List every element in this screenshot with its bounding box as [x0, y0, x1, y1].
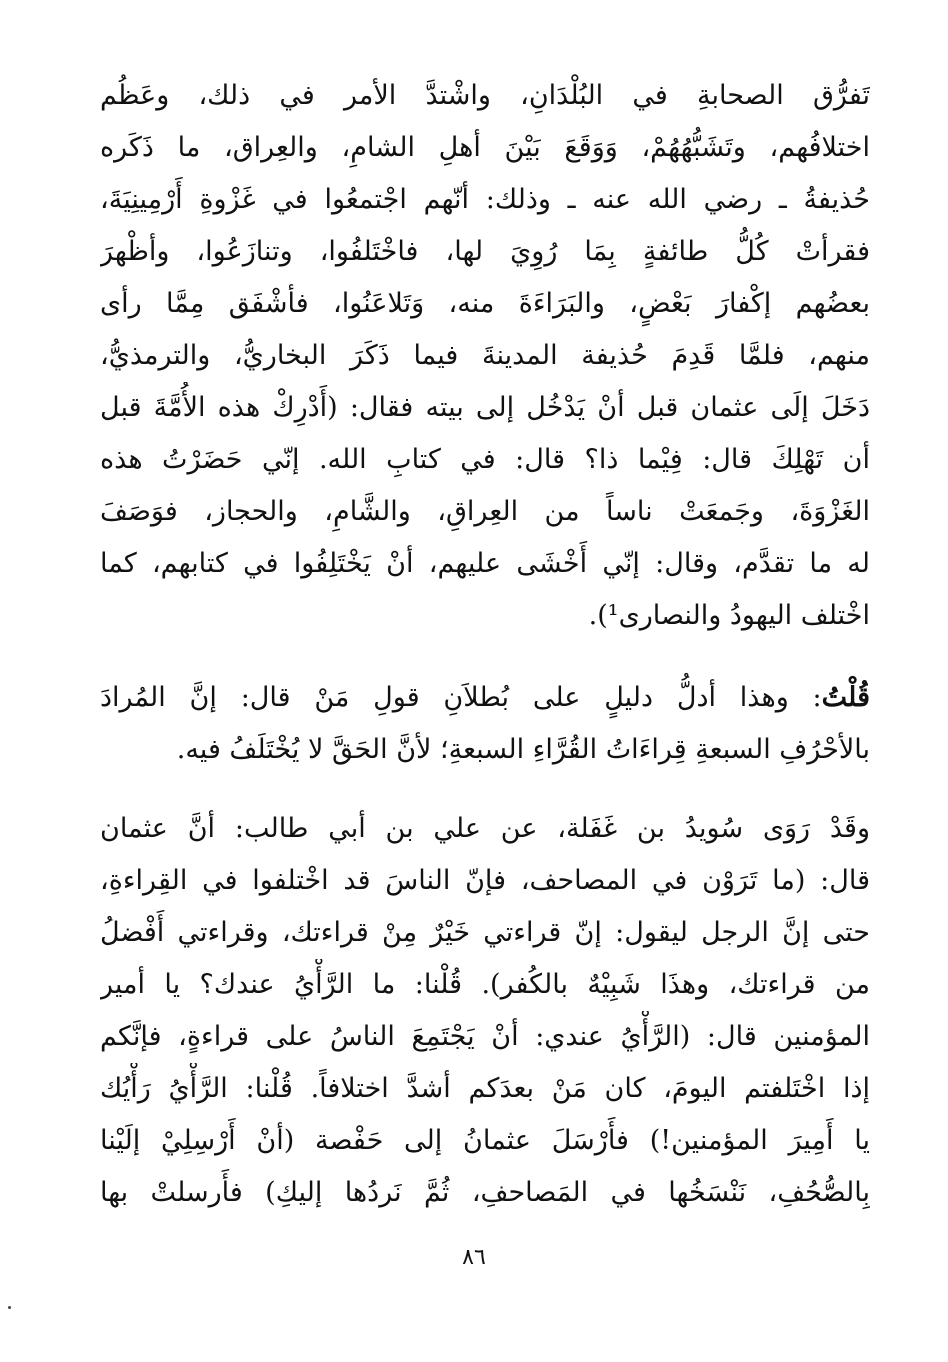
- scan-speck: [8, 1306, 11, 1309]
- text-line: اختلافُهم، وتَشَبُّهُهُمْ، وَوَقَعَ بَيْنَ أهلِ الشامِ، والعِراق، ما ذَكَره: [100, 132, 870, 163]
- text-line: إذا اخْتَلفتم اليومَ، كان مَنْ بعدَكم أشدَّ اختلافاً. قُلْنا: الرَّأْيُ رَأْيُك: [100, 1073, 870, 1104]
- text-line: له ما تقدَّم، وقال: إنّي أَخْشَى عليهم، أنْ يَخْتَلِفُوا في كتابهم، كما: [100, 548, 870, 579]
- text-line: قال: (ما تَرَوْن في المصاحف، فإنّ الناسَ قد اخْتلفوا في القِراءةِ،: [100, 865, 870, 896]
- text-line: من قراءتك، وهذَا شَبِيْهٌ بالكُفر). قُلْنا: ما الرَّأْيُ عندك؟ يا أمير: [100, 969, 870, 1000]
- text-line: الغَزْوَةَ، وجَمعَتْ ناساً من العِراقِ، والشَّامِ، والحجاز، فوَصَفَ: [100, 496, 870, 527]
- text-line: بعضُهم إكْفارَ بَعْضٍ، والبَرَاءَةَ منه، وَتَلاعَنُوا، فأشْفَق مِمَّا رأى: [100, 288, 870, 319]
- text-line: أن تَهْلِكَ قال: فِيْما ذا؟ قال: في كتابِ الله. إنّي حَضَرْتُ هذه: [100, 444, 870, 475]
- text-line: فقرأتْ كُلُّ طائفةٍ بِمَا رُوِيَ لها، فاخْتَلفُوا، وتنازَعُوا، وأظْهرَ: [100, 236, 870, 267]
- text-line-with-lead: [100, 672, 870, 724]
- text-line: بالأحْرُفِ السبعةِ قِراءَاتُ القُرَّاءِ السبعةِ؛ لأنَّ الحَقَّ لا يُخْتَلَفُ فيه.: [176, 734, 870, 765]
- page-number: ٨٦: [462, 1245, 486, 1270]
- paragraph-1: [100, 70, 870, 642]
- text-line: تَفرُّق الصحابةِ في البُلْدَانِ، واشْتدَّ الأمر في ذلك، وعَظُم: [100, 80, 870, 111]
- text-line: حتى إنَّ الرجل ليقول: إنّ قراءتي خَيْرٌ مِنْ قراءتك، وقراءتي أَفْضلُ: [100, 917, 870, 948]
- text-line-rest: : وهذا أدلُّ دليلٍ على بُطلاَنِ قولِ مَنْ قال: إنَّ المُرادَ: [100, 682, 822, 713]
- paragraph-lead-word: قُلْتُ: [821, 682, 870, 713]
- text-line: اخْتلف اليهودُ والنصارى¹).: [588, 600, 870, 631]
- paragraph-2: [100, 672, 870, 776]
- paragraph-3: [100, 803, 870, 1219]
- text-line: وقَدْ رَوَى سُويدُ بن غَفَلة، عن علي بن أبي طالب: أنَّ عثمان: [100, 813, 870, 844]
- text-line: حُذيفةُ ـ رضي الله عنه ـ وذلك: أنّهم اجْتمعُوا في غَزْوةِ أَرْمِينِيَةَ،: [100, 184, 870, 215]
- text-line: دَخَلَ إلَى عثمان قبل أنْ يَدْخُل إلى بيته فقال: (أَدْرِكْ هذه الأُمَّةَ قبل: [100, 392, 870, 423]
- text-line: يا أَمِيرَ المؤمنين!) فأَرْسَلَ عثمانُ إلى حَفْصة (أنْ أَرْسِلِيْ إلَيْنا: [100, 1125, 870, 1156]
- text-line: بِالصُّحُفِ، نَنْسَخُها في المَصاحفِ، ثُمَّ نَردُها إليكِ) فأَرسلتْ بها: [100, 1177, 870, 1208]
- text-line: منهم، فلمَّا قَدِمَ حُذيفة المدينةَ فيما ذَكَرَ البخاريُّ، والترمذيُّ،: [100, 340, 870, 371]
- text-line: المؤمنين قال: (الرَّأْيُ عندي: أنْ يَجْتَمِعَ الناسُ على قراءةٍ، فإنَّكم: [100, 1021, 870, 1052]
